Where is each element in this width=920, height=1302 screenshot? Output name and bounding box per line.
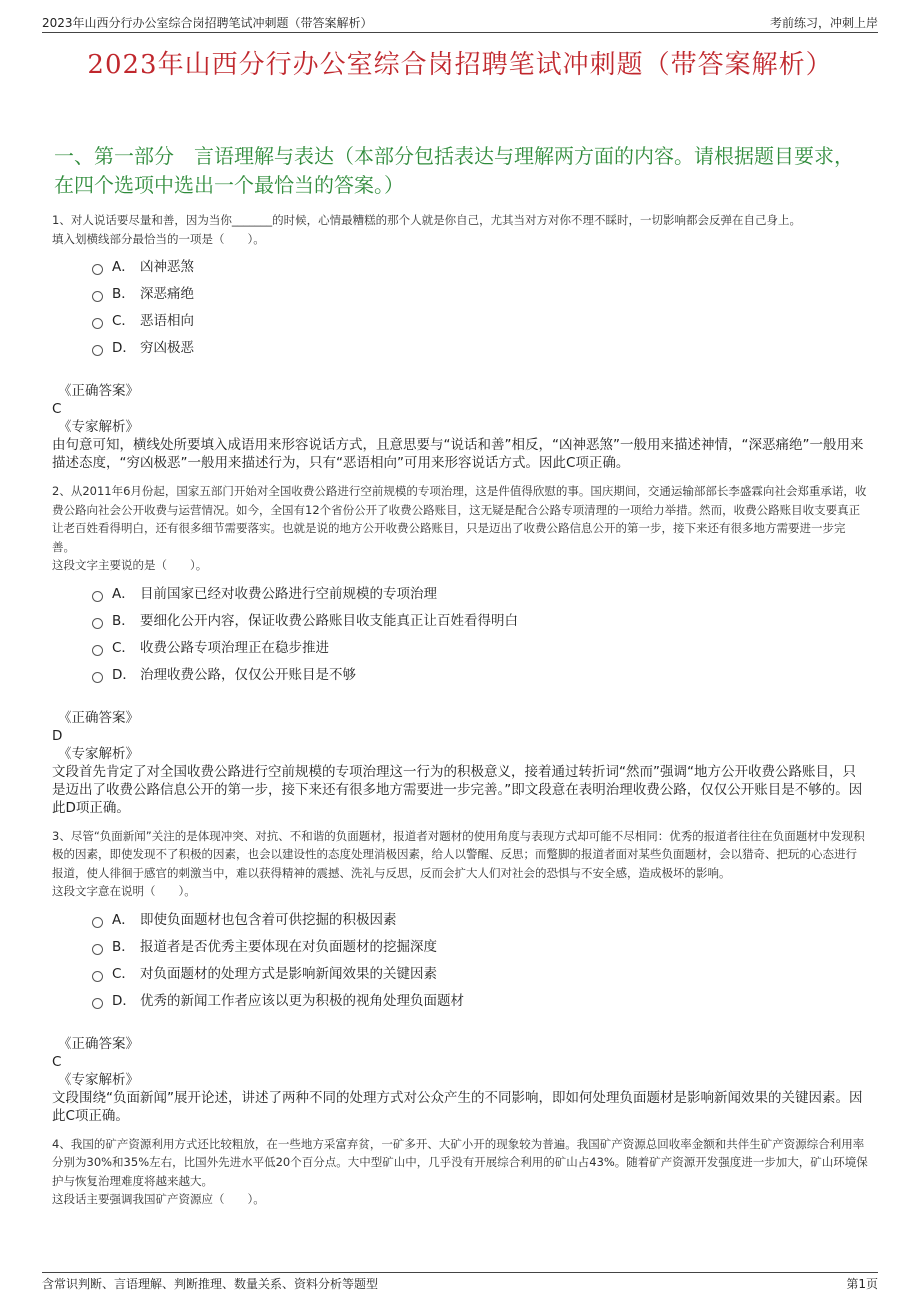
- answer-block: [52, 382, 868, 472]
- option-letter: B．: [112, 612, 135, 629]
- option-letter: C．: [112, 313, 135, 329]
- option-text: 收费公路专项治理正在稳步推进: [140, 639, 329, 656]
- option-text: 要细化公开内容，保证收费公路账目收支能真正让百姓看得明白: [140, 612, 518, 629]
- option-b[interactable]: [92, 281, 868, 308]
- explanation-text: 文段首先肯定了对全国收费公路进行空前规模的专项治理这一行为的积极意义，接着通过转折词“然而”强调“地方公开收费公路账目，只是迈出了收费公路信息公开的第一步，接下来还有很多地方需要进一步完善。”即文段意在表明治理收费公路，仅仅公开账目是不够的。因此D项正确。: [52, 763, 863, 816]
- options-list: [92, 907, 868, 1015]
- radio-icon[interactable]: [92, 998, 103, 1009]
- header-slogan: 考前练习，冲刺上岸: [769, 16, 878, 30]
- option-text: 恶语相向: [140, 313, 194, 329]
- question-prompt: 这段文字意在说明（ ）。: [52, 884, 196, 898]
- question-2: [52, 482, 868, 817]
- document-title: 2023年山西分行办公室综合岗招聘笔试冲刺题（带答案解析）: [87, 50, 833, 80]
- option-d[interactable]: [92, 988, 868, 1015]
- option-b[interactable]: [92, 934, 868, 961]
- header-doc-title: 2023年山西分行办公室综合岗招聘笔试冲刺题（带答案解析）: [42, 16, 373, 30]
- explanation-text: 文段围绕“负面新闻”展开论述，讲述了两种不同的处理方式对公众产生的不同影响，即如何处理负面题材是影响新闻效果的关键因素。因此C项正确。: [52, 1089, 863, 1124]
- page-header: [42, 10, 878, 33]
- question-prompt: 填入划横线部分最恰当的一项是（ ）。: [52, 231, 265, 246]
- questions-list: [52, 211, 868, 1219]
- answer-label: 《正确答案》: [58, 709, 139, 726]
- option-letter: A．: [112, 585, 135, 602]
- question-prompt: 这段文字主要说的是（ ）。: [52, 558, 208, 572]
- radio-icon[interactable]: [92, 264, 103, 275]
- option-a[interactable]: [92, 254, 868, 281]
- page-number: 第1页: [846, 1277, 878, 1291]
- radio-icon[interactable]: [92, 672, 103, 683]
- option-text: 凶神恶煞: [140, 259, 194, 275]
- option-c[interactable]: [92, 961, 868, 988]
- question-3: [52, 827, 868, 1125]
- option-letter: C．: [112, 965, 135, 982]
- radio-icon[interactable]: [92, 645, 103, 656]
- option-text: 报道者是否优秀主要体现在对负面题材的挖掘深度: [140, 938, 437, 955]
- question-text: 3、尽管“负面新闻”关注的是体现冲突、对抗、不和谐的负面题材，报道者对题材的使用角度与表现方式却可能不尽相同：优秀的报道者往往在负面题材中发现积极的因素，即使发现不了积极的因素，也会以建设性的态度处理消极因素，给人以警醒、反思；而蹩脚的报道者面对某些负面题材，会以猎奇、把玩的心态进行报道，使人徘徊于感官的刺激当中，难以获得精神的震撼、洗礼与反思，反而会扩大人们对社会的恐惧与不安全感，造成极坏的影响。: [52, 828, 865, 880]
- option-c[interactable]: [92, 308, 868, 335]
- radio-icon[interactable]: [92, 944, 103, 955]
- options-list: [92, 581, 868, 689]
- option-letter: B．: [112, 938, 135, 955]
- option-text: 穷凶极恶: [140, 340, 194, 356]
- radio-icon[interactable]: [92, 971, 103, 982]
- answer-value: C: [52, 401, 62, 417]
- explanation-text: 由句意可知，横线处所要填入成语用来形容说话方式，且意思要与“说话和善”相反，“凶神恶煞”一般用来描述神情，“深恶痛绝”一般用来描述态度，“穷凶极恶”一般用来描述行为，只有“恶语相向”可用来形容说话方式。因此C项正确。: [52, 437, 864, 471]
- answer-value: D: [52, 727, 63, 744]
- option-text: 对负面题材的处理方式是影响新闻效果的关键因素: [140, 965, 437, 982]
- option-text: 目前国家已经对收费公路进行空前规模的专项治理: [140, 585, 437, 602]
- option-letter: C．: [112, 639, 135, 656]
- option-text: 深恶痛绝: [140, 286, 194, 302]
- answer-value: C: [52, 1053, 62, 1070]
- radio-icon[interactable]: [92, 291, 103, 302]
- radio-icon[interactable]: [92, 345, 103, 356]
- option-letter: B．: [112, 286, 135, 302]
- option-letter: A．: [112, 259, 135, 275]
- footer-note: 含常识判断、言语理解、判断推理、数量关系、资料分析等题型: [42, 1277, 379, 1291]
- question-prompt: 这段话主要强调我国矿产资源应（ ）。: [52, 1192, 265, 1206]
- option-b[interactable]: [92, 608, 868, 635]
- option-c[interactable]: [92, 635, 868, 662]
- answer-block: [52, 1035, 868, 1125]
- explanation-label: 《专家解析》: [58, 745, 139, 762]
- option-a[interactable]: [92, 907, 868, 934]
- radio-icon[interactable]: [92, 591, 103, 602]
- question-4: [52, 1135, 868, 1209]
- answer-label: 《正确答案》: [58, 1035, 139, 1052]
- option-letter: D．: [112, 666, 136, 683]
- radio-icon[interactable]: [92, 618, 103, 629]
- option-d[interactable]: [92, 662, 868, 689]
- question-text: 4、我国的矿产资源利用方式还比较粗放，在一些地方采富弃贫，一矿多开、大矿小开的现象较为普遍。我国矿产资源总回收率金额和共伴生矿产资源综合利用率分别为30%和35%左右，比国外先进水平低20个百分点。大中型矿山中，几乎没有开展综合利用的矿山占43%。随着矿产资源开发强度进一步加大，矿山环境保护与恢复治理难度将越来越大。: [52, 1136, 868, 1188]
- radio-icon[interactable]: [92, 917, 103, 928]
- option-text: 即使负面题材也包含着可供挖掘的积极因素: [140, 911, 397, 928]
- options-list: [92, 254, 868, 362]
- answer-block: [52, 709, 868, 817]
- explanation-label: 《专家解析》: [58, 1071, 139, 1088]
- option-letter: D．: [112, 992, 136, 1009]
- option-text: 治理收费公路，仅仅公开账目是不够: [140, 666, 356, 683]
- question-1: [52, 211, 868, 472]
- explanation-label: 《专家解析》: [58, 419, 139, 435]
- question-text: 2、从2011年6月份起，国家五部门开始对全国收费公路进行空前规模的专项治理，这是件值得欣慰的事。国庆期间，交通运输部部长李盛霖向社会郑重承诺，收费公路向社会公开收费与运营情况。如今，全国有12个省份公开了收费公路账目，这无疑是配合公路专项清理的一项给力举措。然而，收费公路账目收支要真正让老百姓看得明白，还有很多细节需要落实。也就是说的地方公开收费公路账目，只是迈出了收费公路信息公开的第一步，接下来还有很多地方需要进一步完善。: [52, 484, 867, 554]
- option-a[interactable]: [92, 581, 868, 608]
- page-footer: [42, 1272, 878, 1293]
- answer-label: 《正确答案》: [58, 383, 139, 399]
- question-text: 1、对人说话要尽量和善，因为当你_______的时候，心情最糟糕的那个人就是你自己，尤其当对方对你不理不睬时，一切影响都会反弹在自己身上。: [52, 213, 802, 227]
- radio-icon[interactable]: [92, 318, 103, 329]
- option-d[interactable]: [92, 335, 868, 362]
- section-heading: 一、第一部分 言语理解与表达（本部分包括表达与理解两方面的内容。请根据题目要求，在四个选项中选出一个最恰当的答案。）: [54, 144, 854, 197]
- option-text: 优秀的新闻工作者应该以更为积极的视角处理负面题材: [140, 992, 464, 1009]
- option-letter: D．: [112, 340, 136, 356]
- option-letter: A．: [112, 911, 135, 928]
